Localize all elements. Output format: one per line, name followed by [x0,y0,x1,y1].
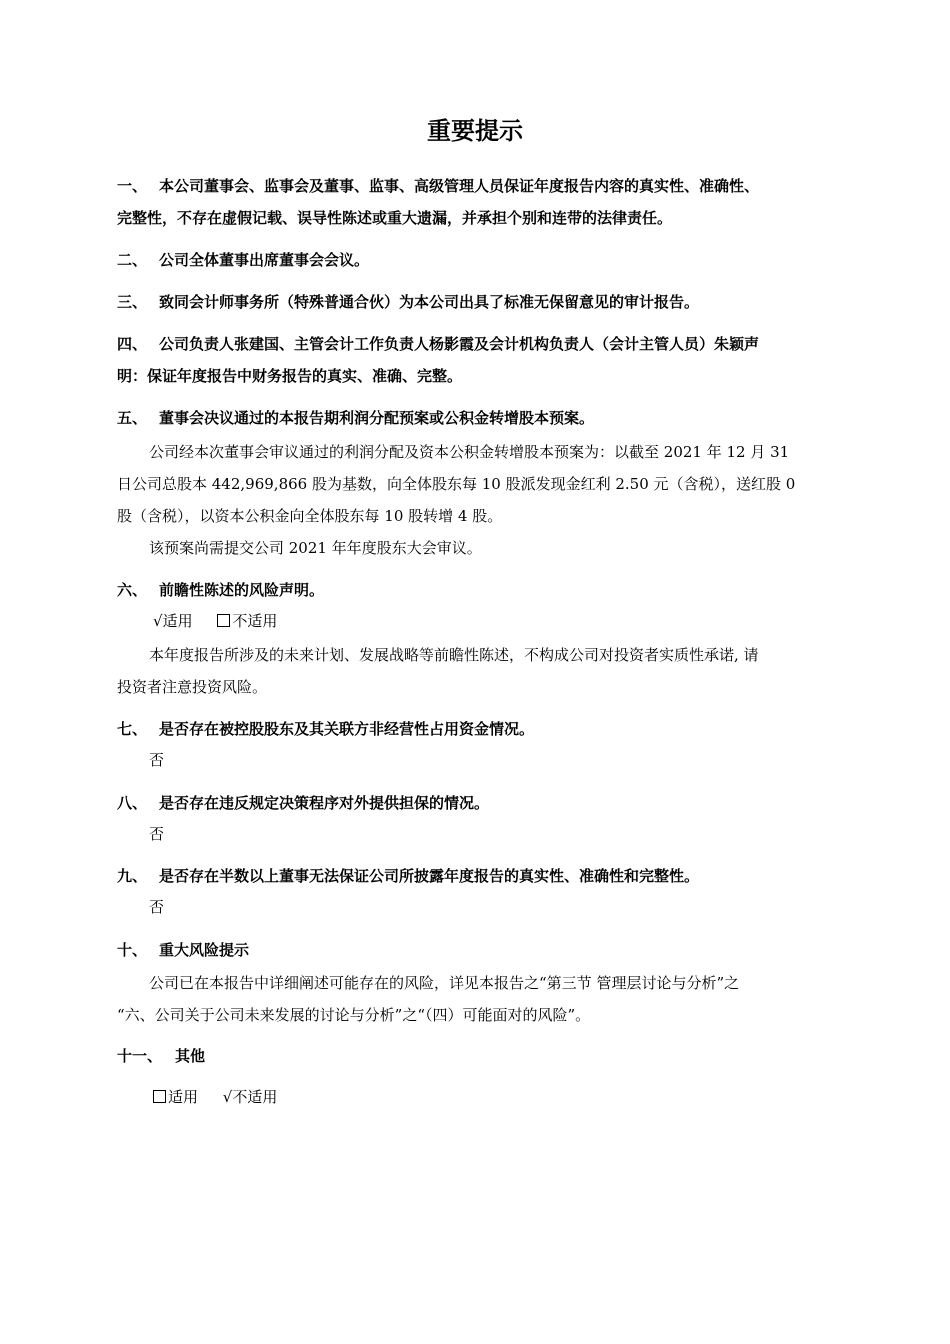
dividend-plan-text: 公司经本次董事会审议通过的利润分配及资本公积金转增股本预案为：以截至 2021 年 12 月 31 [149,443,790,461]
other-options [153,1083,297,1111]
item-text: 公司负责人张建国、主管会计工作负责人杨影霞及会计机构负责人（会计主管人员）朱颖声 [159,335,760,353]
item-9-answer: 否 [149,898,165,916]
checkbox-empty-icon [153,1090,166,1103]
item-8-heading [117,787,837,819]
item-text: 其他 [175,1047,206,1065]
item-text: 前瞻性陈述的风险声明。 [159,581,325,599]
item-text: 董事会决议通过的本报告期利润分配预案或公积金转增股本预案。 [159,409,595,427]
option-applicable [153,612,193,630]
option-label: 适用 [168,1088,199,1106]
item-2-heading [117,244,837,276]
item-number: 四、 [117,335,148,353]
item-text: 致同会计师事务所（特殊普通合伙）为本公司出具了标准无保留意见的审计报告。 [159,293,700,311]
check-icon: √ [222,1088,233,1106]
risk-statement-options [153,607,297,635]
item-number: 二、 [117,251,148,269]
item-number: 一、 [117,177,148,195]
item-10-heading [117,934,837,966]
option-applicable [153,1088,198,1106]
item-text: 重大风险提示 [159,941,250,959]
option-label: 不适用 [232,1088,278,1106]
dividend-plan-text-3: 股（含税），以资本公积金向全体股东每 10 股转增 4 股。 [117,507,503,525]
item-number: 三、 [117,293,148,311]
item-text: 是否存在被控股股东及其关联方非经营性占用资金情况。 [159,720,535,738]
major-risk-text: 公司已在本报告中详细阐述可能存在的风险，详见本报告之“第三节 管理层讨论与分析”之 [149,974,740,992]
dividend-plan-text-2: 日公司总股本 442,969,866 股为基数，向全体股东每 10 股派发现金红利 2.50 元（含税），送红股 0 [117,475,796,493]
item-4-heading-cont: 明：保证年度报告中财务报告的真实、准确、完整。 [117,367,463,385]
item-number: 八、 [117,794,148,812]
item-1-heading-cont: 完整性，不存在虚假记载、误导性陈述或重大遗漏，并承担个别和连带的法律责任。 [117,209,673,227]
major-risk-text-2: “六、公司关于公司未来发展的讨论与分析”之“（四）可能面对的风险”。 [117,1006,591,1024]
item-number: 五、 [117,409,148,427]
item-7-answer: 否 [149,751,165,769]
item-7-heading [117,713,837,745]
item-text: 是否存在半数以上董事无法保证公司所披露年度报告的真实性、准确性和完整性。 [159,867,700,885]
item-number: 六、 [117,581,148,599]
item-text: 是否存在违反规定决策程序对外提供担保的情况。 [159,794,490,812]
item-number: 九、 [117,867,148,885]
risk-statement-text-2: 投资者注意投资风险。 [117,678,268,696]
dividend-plan-note: 该预案尚需提交公司 2021 年年度股东大会审议。 [149,539,482,557]
item-5-heading [117,402,837,434]
checkbox-empty-icon [217,614,230,627]
item-number: 十一、 [117,1047,163,1065]
item-4-heading [117,328,837,360]
item-8-answer: 否 [149,825,165,843]
check-icon: √ [153,612,163,630]
option-label: 不适用 [232,612,278,630]
option-not-applicable [217,612,277,630]
item-number: 十、 [117,941,148,959]
item-1-heading [117,170,837,202]
option-label: 适用 [162,612,193,630]
risk-statement-text: 本年度报告所涉及的未来计划、发展战略等前瞻性陈述，不构成公司对投资者实质性承诺, 请 [149,646,759,664]
item-3-heading [117,286,837,318]
item-6-heading [117,574,837,606]
option-not-applicable [223,1088,278,1106]
item-11-heading [117,1040,837,1072]
item-text: 本公司董事会、监事会及董事、监事、高级管理人员保证年度报告内容的真实性、准确性、 [159,177,760,195]
item-number: 七、 [117,720,148,738]
item-9-heading [117,860,837,892]
page-title: 重要提示 [427,117,523,145]
item-text: 公司全体董事出席董事会会议。 [159,251,370,269]
